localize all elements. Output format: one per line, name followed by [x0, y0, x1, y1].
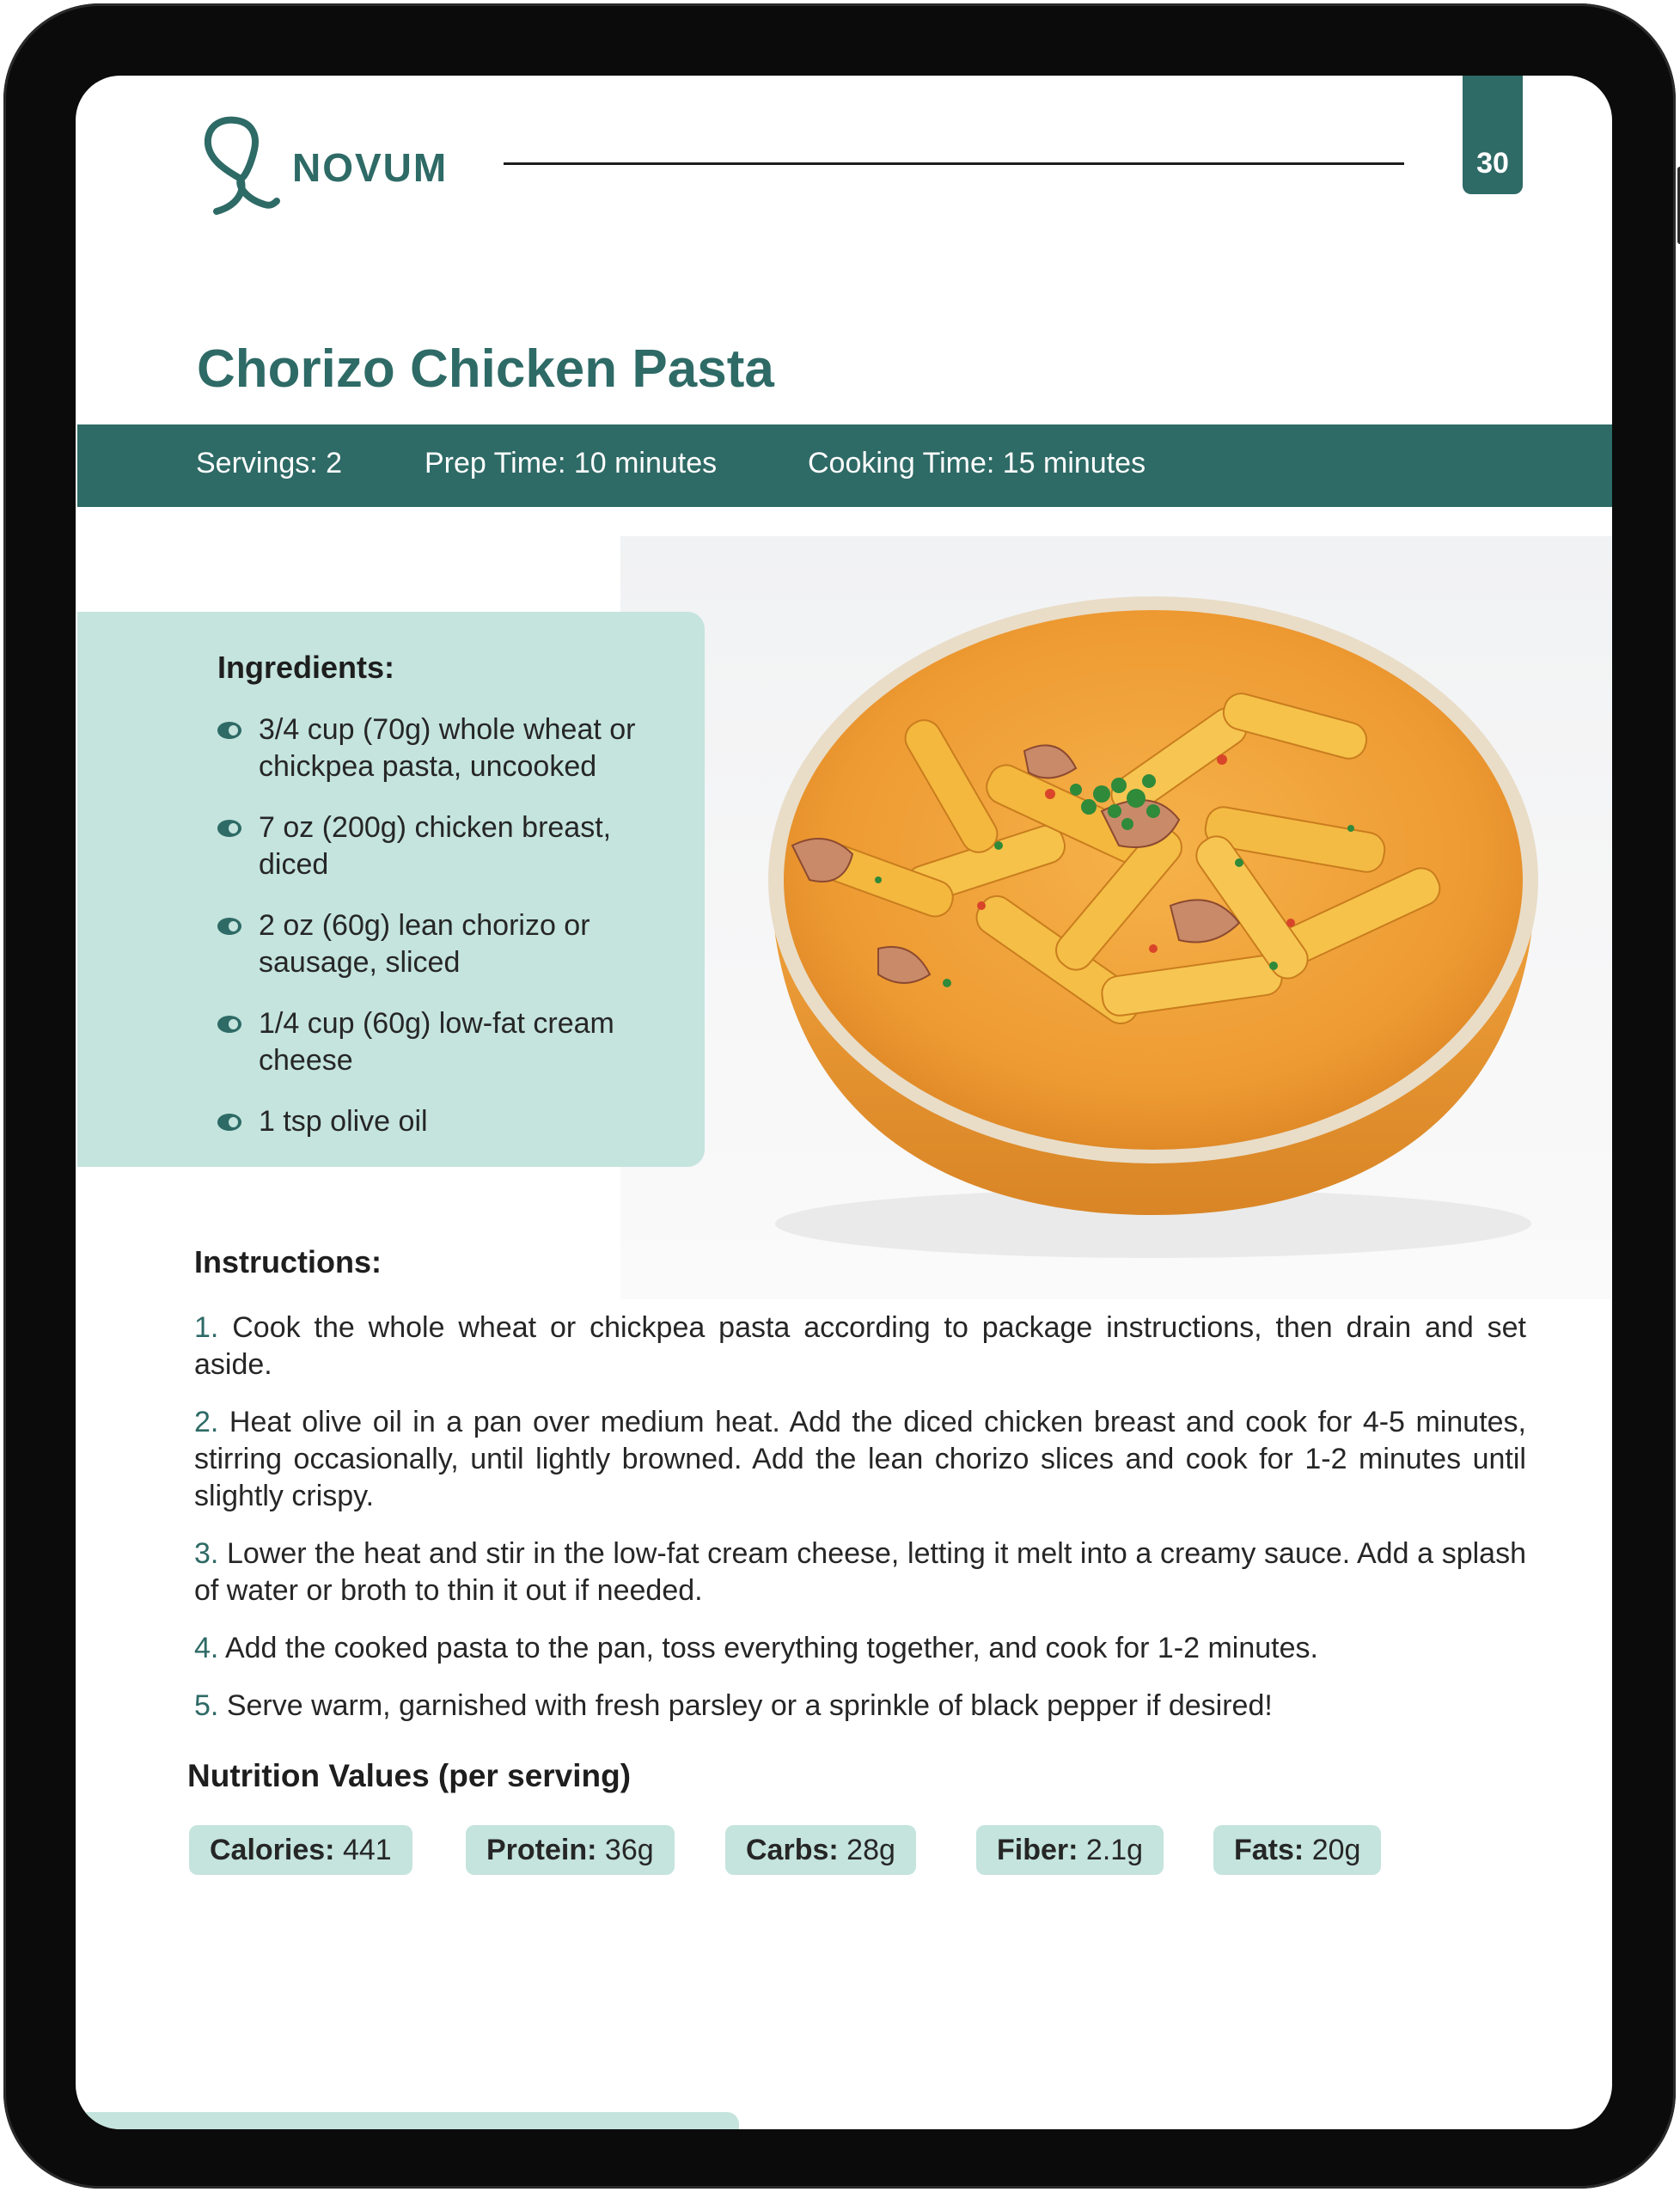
- instruction-step: 1. Cook the whole wheat or chickpea pasta according to package instructions, then drain and set aside.: [194, 1311, 1526, 1381]
- instruction-step: 4. Add the cooked pasta to the pan, toss everything together, and cook for 1-2 minutes.: [194, 1632, 1318, 1664]
- novum-logo-icon: [194, 115, 289, 215]
- bullet-icon: [217, 1016, 241, 1033]
- nutrition-carbs: Carbs: 28g: [725, 1825, 916, 1875]
- nutrition-fiber: Fiber: 2.1g: [976, 1825, 1164, 1875]
- prep-time-label: Prep Time: 10 minutes: [425, 447, 718, 479]
- page: [76, 76, 1612, 2129]
- brand-name: NOVUM: [292, 145, 449, 190]
- nutrition-protein: Protein: 36g: [466, 1825, 675, 1875]
- bullet-icon: [217, 722, 241, 739]
- ingredient-item: 1/4 cup (60g) low-fat cream cheese: [217, 1005, 681, 1079]
- ingredients-list: [217, 711, 681, 1164]
- page-number-tab: 30: [1463, 76, 1523, 194]
- bullet-icon: [217, 820, 241, 837]
- step-number: 5.: [194, 1689, 219, 1722]
- tablet-frame: [3, 3, 1676, 2189]
- step-number: 4.: [194, 1632, 219, 1664]
- instructions-heading: Instructions:: [194, 1244, 382, 1279]
- instruction-step: 3. Lower the heat and stir in the low-fat cream cheese, letting it melt into a creamy sauce. Add a splash of water or broth to thin it out if needed.: [194, 1537, 1526, 1607]
- header-divider: [504, 162, 1404, 165]
- nutrition-fats: Fats: 20g: [1213, 1825, 1381, 1875]
- servings-label: Servings: 2: [196, 447, 343, 479]
- instruction-step: 5. Serve warm, garnished with fresh parsley or a sprinkle of black pepper if desired!: [194, 1689, 1273, 1722]
- ingredient-item: 2 oz (60g) lean chorizo or sausage, sliced: [217, 907, 681, 981]
- step-number: 2.: [194, 1406, 219, 1438]
- nutrition-calories: Calories: 441: [189, 1825, 412, 1875]
- step-number: 3.: [194, 1537, 219, 1570]
- footer-accent-bar: [76, 2112, 739, 2129]
- pasta-bowl-illustration: [620, 536, 1612, 1299]
- ingredient-item: 3/4 cup (70g) whole wheat or chickpea pasta, uncooked: [217, 711, 681, 785]
- nutrition-heading: Nutrition Values (per serving): [187, 1758, 632, 1793]
- recipe-title: Chorizo Chicken Pasta: [197, 339, 774, 399]
- bullet-icon: [217, 918, 241, 935]
- instruction-step: 2. Heat olive oil in a pan over medium heat. Add the diced chicken breast and cook for 4-5 minutes, stirring occasionally, until lightly browned. Add the lean chorizo slices and cook for 1-2 minutes until slightly crispy.: [194, 1406, 1526, 1512]
- ingredients-heading: Ingredients:: [217, 650, 395, 685]
- ingredient-item: 7 oz (200g) chicken breast, diced: [217, 809, 681, 883]
- step-number: 1.: [194, 1311, 219, 1344]
- ingredient-item: 1 tsp olive oil: [217, 1103, 681, 1140]
- pasta-photo: [620, 536, 1612, 1299]
- cooking-time-label: Cooking Time: 15 minutes: [808, 447, 1146, 479]
- instructions-list: [194, 1310, 1526, 1745]
- recipe-meta-bar: [77, 424, 1612, 507]
- bullet-icon: [217, 1114, 241, 1131]
